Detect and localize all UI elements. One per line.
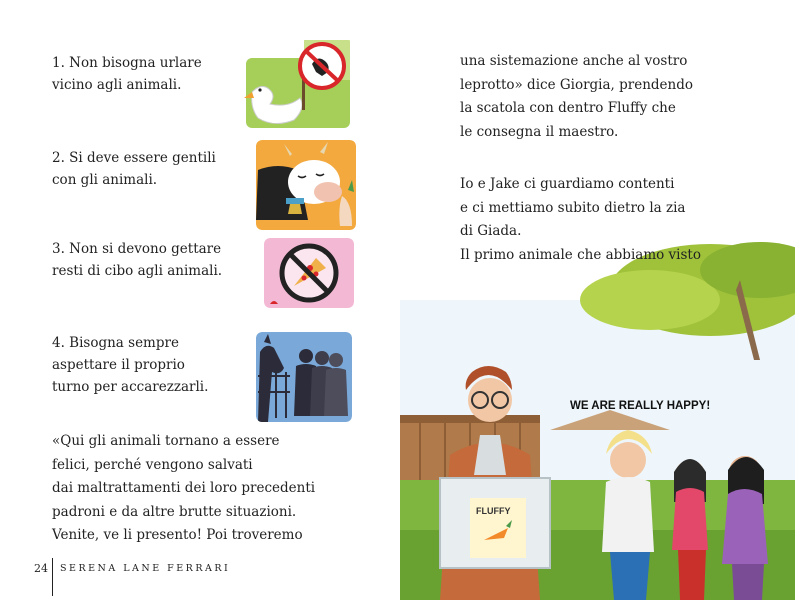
rule-2 <box>52 147 216 191</box>
page-number: 24 <box>34 562 48 575</box>
right-paragraph-1-line-3: la scatola con dentro Fluffy che <box>460 100 676 116</box>
rule-3-line-1: 3. Non si devono gettare <box>52 241 222 257</box>
speech-text: WE ARE REALLY HAPPY! <box>570 400 711 412</box>
no-food-icon <box>264 238 354 308</box>
rule-4-line-3: turno per accarezzarli. <box>52 379 209 395</box>
park-illustration <box>400 240 795 600</box>
queue-icon <box>256 332 352 422</box>
right-paragraph-2-line-2: e ci mettiamo subito dietro la zia <box>460 199 686 216</box>
left-paragraph <box>52 430 392 548</box>
left-paragraph-line-5: Venite, ve li presento! Poi troveremo <box>52 527 303 543</box>
right-paragraph-2-line-3: di Giada. <box>460 223 522 239</box>
rule-2-line-1: 2. Si deve essere gentili <box>52 150 216 166</box>
rule-1-line-2: vicino agli animali. <box>52 77 182 93</box>
author-name: SERENA LANE FERRARI <box>60 563 231 574</box>
rule-1-line-1: 1. Non bisogna urlare <box>52 55 202 71</box>
rule-3-line-2: resti di cibo agli animali. <box>52 263 223 279</box>
cow-petting-icon <box>256 140 356 230</box>
right-paragraph-1-line-1: una sistemazione anche al vostro <box>460 53 688 69</box>
rule-3 <box>52 238 222 282</box>
box-label: FLUFFY <box>476 506 511 516</box>
rule-1 <box>52 52 202 96</box>
left-paragraph-line-1: «Qui gli animali tornano a essere <box>52 433 280 449</box>
right-paragraph-1-line-2: leprotto» dice Giorgia, prendendo <box>460 76 694 93</box>
left-paragraph-line-3: dai maltrattamenti dei loro precedenti <box>52 480 316 496</box>
footer-divider <box>52 558 53 596</box>
right-page <box>400 0 795 600</box>
rule-4 <box>52 332 208 398</box>
right-paragraph-2-line-1: Io e Jake ci guardiamo contenti <box>460 176 675 192</box>
right-paragraph-1-line-4: le consegna il maestro. <box>460 123 619 140</box>
right-paragraph-1 <box>460 50 693 144</box>
left-paragraph-line-2: felici, perché vengono salvati <box>52 456 253 473</box>
left-paragraph-line-4: padroni e da altre brutte situazioni. <box>52 503 297 520</box>
right-paragraph-2 <box>460 173 701 267</box>
rule-4-line-2: aspettare il proprio <box>52 357 185 373</box>
rule-4-line-1: 4. Bisogna sempre <box>52 335 179 351</box>
page-footer <box>0 558 400 578</box>
no-shouting-icon <box>244 40 354 130</box>
right-paragraph-2-line-4: Il primo animale che abbiamo visto <box>460 246 701 263</box>
rule-2-line-2: con gli animali. <box>52 172 158 188</box>
